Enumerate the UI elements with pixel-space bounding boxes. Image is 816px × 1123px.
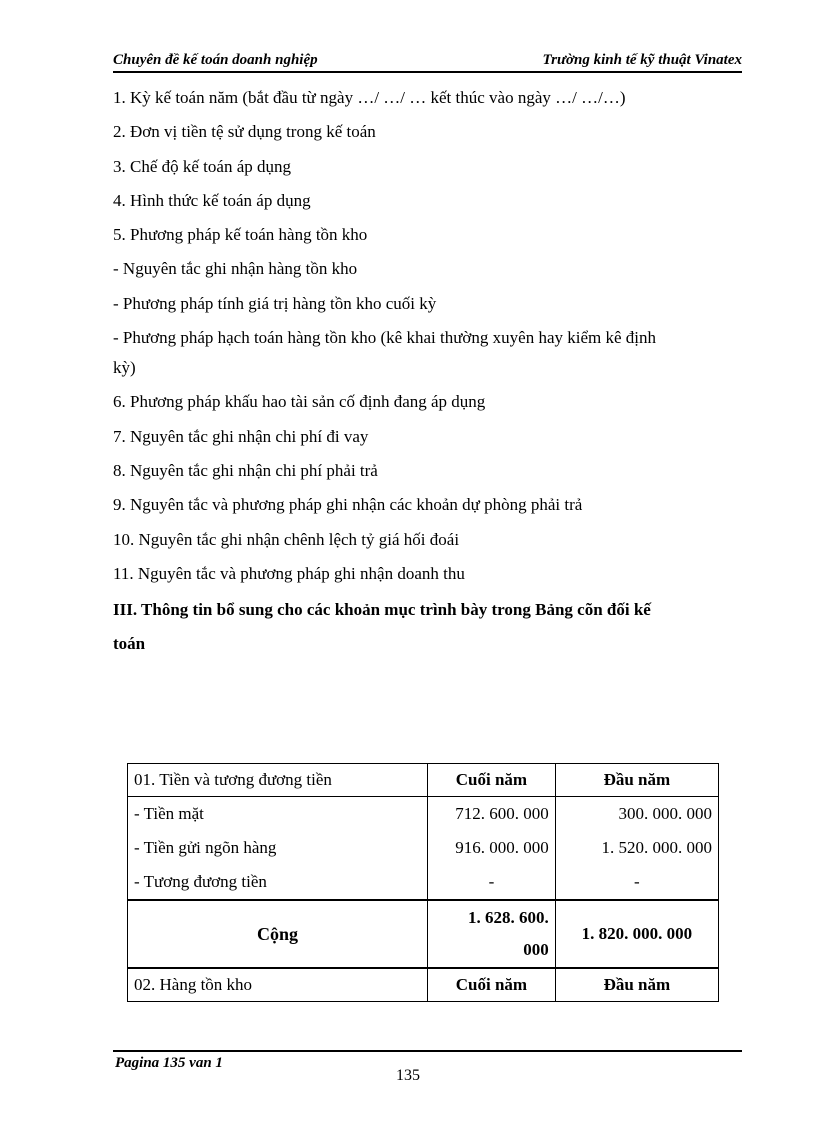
table-row [128, 831, 719, 865]
section-title-line: toán [113, 634, 146, 653]
list-item: 6. Phương pháp khấu hao tài sản cố định đang áp dụng [113, 392, 486, 412]
table-header-row [128, 968, 719, 1002]
row-label: - Tiền gửi ngõn hàng [128, 831, 428, 865]
section-title [113, 593, 733, 661]
row-start-value: - [555, 865, 718, 900]
list-item: 1. Kỳ kế toán năm (bắt đầu từ ngày …/ …/ … kết thúc vào ngày …/ …/…) [113, 88, 626, 107]
column-header-end-year: Cuối năm [428, 764, 556, 797]
list-item-continuation: kỳ) [113, 358, 136, 378]
page-header [113, 52, 742, 73]
row-start-value: 300. 000. 000 [555, 797, 718, 832]
list-item: 9. Nguyên tắc và phương pháp ghi nhận các khoản dự phòng phải trả [113, 495, 583, 515]
table-row [128, 865, 719, 900]
cash-inventory-table [127, 763, 719, 1002]
section-title-line: III. Thông tin bổ sung cho các khoản mục trình bày trong Bảng cõn đối kế [113, 600, 651, 619]
footer-page-info: Pagina 135 van 1 [115, 1055, 223, 1071]
table-header-label: 02. Hàng tồn kho [128, 968, 428, 1002]
column-header-end-year: Cuối năm [428, 968, 556, 1002]
row-label: - Tương đương tiền [128, 865, 428, 900]
list-item: 8. Nguyên tắc ghi nhận chi phí phải trả [113, 460, 378, 480]
footer-divider [113, 1050, 742, 1052]
list-item: 4. Hình thức kế toán áp dụng [113, 190, 311, 210]
policy-list [113, 84, 713, 594]
list-item: 2. Đơn vị tiền tệ sử dụng trong kế toán [113, 122, 376, 142]
table-header-row [128, 764, 719, 797]
total-start-value: 1. 820. 000. 000 [555, 900, 718, 968]
list-item: 5. Phương pháp kế toán hàng tồn kho [113, 225, 368, 245]
total-end-value [428, 900, 556, 968]
column-header-start-year: Đầu năm [555, 764, 718, 797]
list-item: 11. Nguyên tắc và phương pháp ghi nhận doanh thu [113, 563, 465, 583]
table-total-row [128, 900, 719, 968]
list-item: 10. Nguyên tắc ghi nhận chênh lệch tỷ giá hối đoái [113, 529, 460, 549]
row-start-value: 1. 520. 000. 000 [555, 831, 718, 865]
total-label: Cộng [128, 900, 428, 968]
header-left: Chuyên đề kế toán doanh nghiệp [113, 52, 318, 68]
list-item: - Phương pháp hạch toán hàng tồn kho (kê khai thường xuyên hay kiểm kê định [113, 328, 656, 348]
list-item: - Phương pháp tính giá trị hàng tồn kho cuối kỳ [113, 293, 437, 313]
list-item: - Nguyên tắc ghi nhận hàng tồn kho [113, 259, 358, 279]
total-end-line: 000 [523, 940, 549, 959]
total-end-line: 1. 628. 600. [468, 908, 549, 927]
header-right: Trường kinh tế kỹ thuật Vinatex [542, 52, 742, 68]
table-row [128, 797, 719, 832]
table-header-label: 01. Tiền và tương đương tiền [128, 764, 428, 797]
list-item: 3. Chế độ kế toán áp dụng [113, 156, 291, 176]
row-label: - Tiền mặt [128, 797, 428, 832]
row-end-value: - [428, 865, 556, 900]
page-number: 135 [396, 1067, 420, 1084]
row-end-value: 712. 600. 000 [428, 797, 556, 832]
list-item: 7. Nguyên tắc ghi nhận chi phí đi vay [113, 426, 369, 446]
column-header-start-year: Đầu năm [555, 968, 718, 1002]
row-end-value: 916. 000. 000 [428, 831, 556, 865]
